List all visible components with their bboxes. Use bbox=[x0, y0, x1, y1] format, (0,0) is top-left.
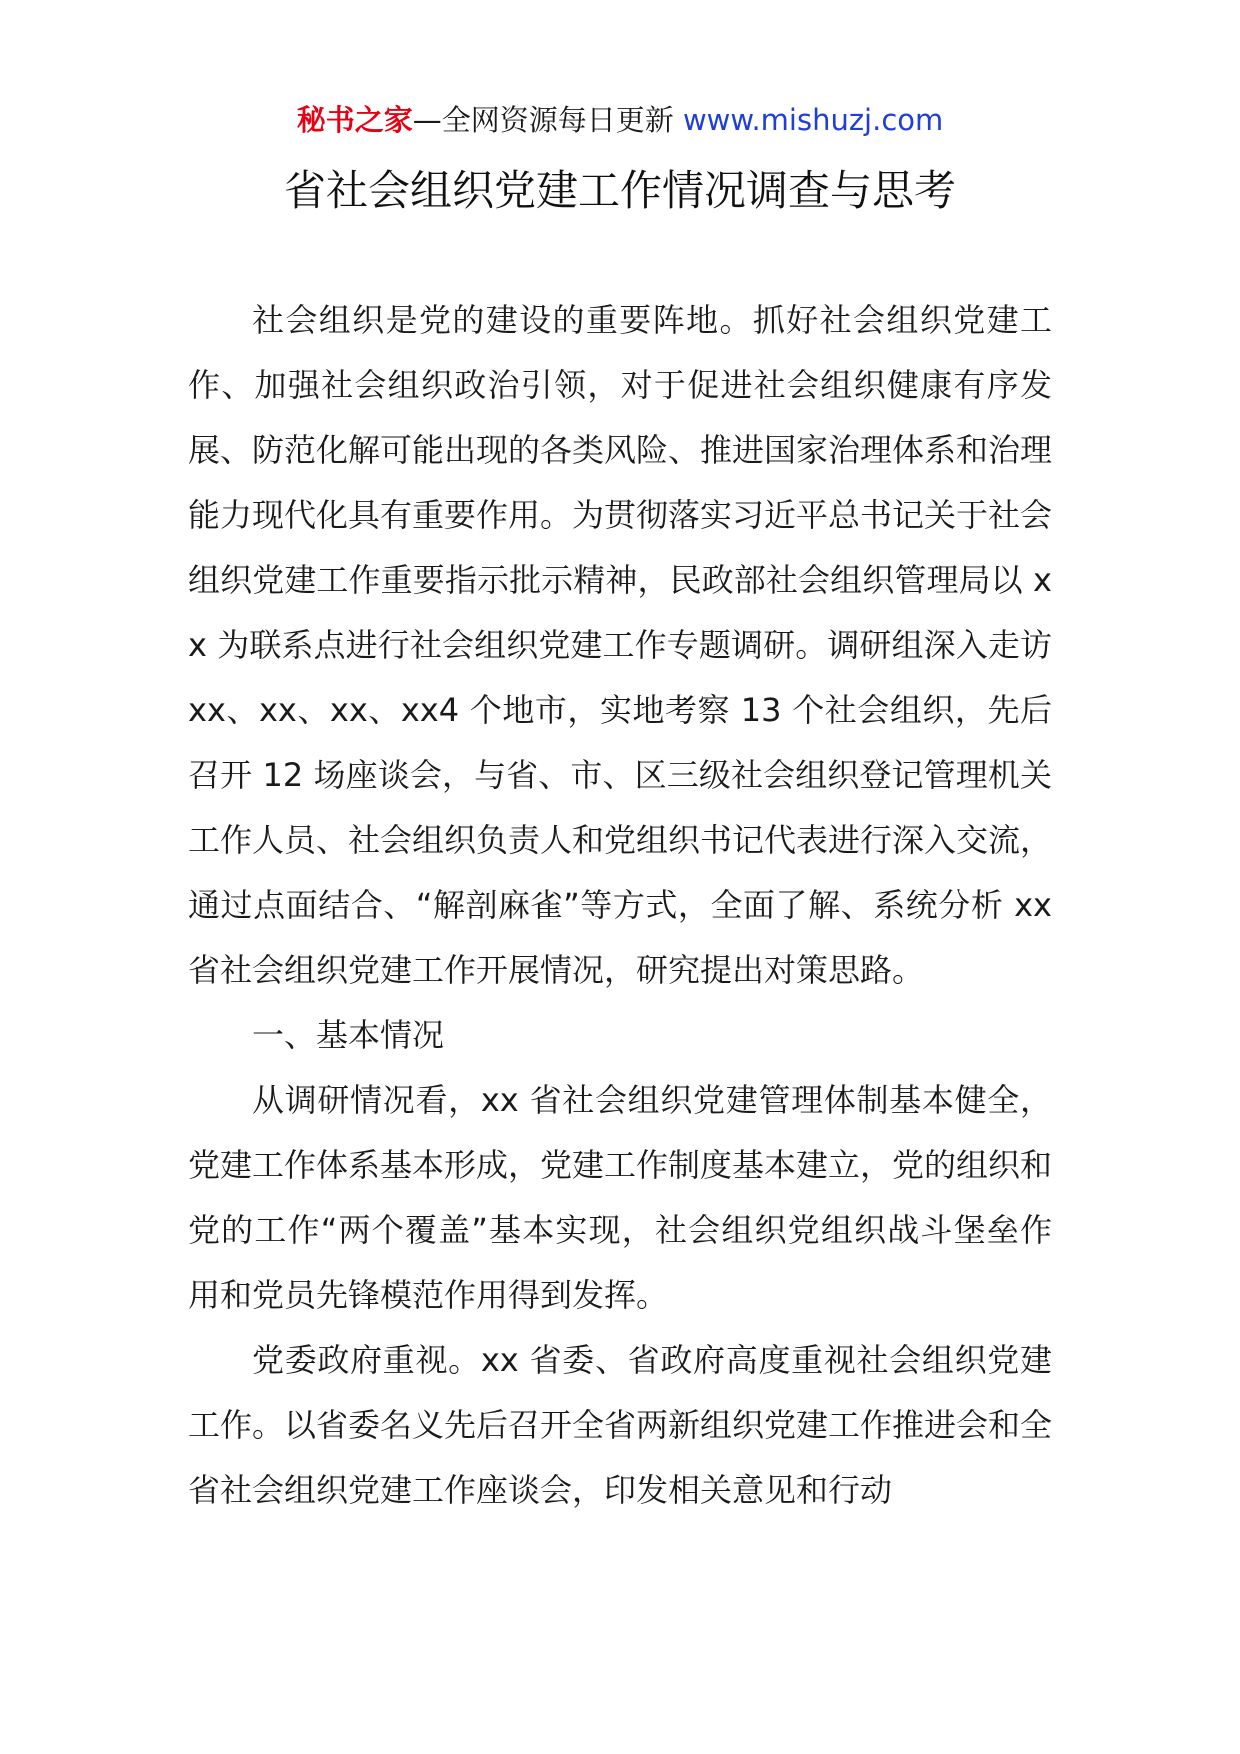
section-heading-basic-situation: 一、基本情况 bbox=[252, 1016, 445, 1054]
document-title: 省社会组织党建工作情况调查与思考 bbox=[283, 166, 956, 215]
document-body bbox=[188, 288, 1052, 1523]
paragraph-intro: 社会组织是党的建设的重要阵地。抓好社会组织党建工作、加强社会组织政治引领，对于促进社会组织健康有序发展、防范化解可能出现的各类风险、推进国家治理体系和治理能力现代化具有重要作用。为贯彻落实习近平总书记关于社会组织党建工作重要指示批示精神，民政部社会组织管理局以 xx 为联系点进行社会组织党建工作专题调研。调研组深入走访 xx、xx、xx、xx4 个地市，实地考察 13 个社会组织，先后召开 12 场座谈会，与省、市、区三级社会组织登记管理机关工作人员、社会组织负责人和党组织书记代表进行深入交流，通过点面结合、“解剖麻雀”等方式，全面了解、系统分析 xx 省社会组织党建工作开展情况，研究提出对策思路。 bbox=[188, 301, 1053, 989]
header-tagline: —全网资源每日更新 bbox=[412, 103, 683, 137]
paragraph-overview: 从调研情况看，xx 省社会组织党建管理体制基本健全，党建工作体系基本形成，党建工作制度基本建立，党的组织和党的工作“两个覆盖”基本实现，社会组织党组织战斗堡垒作用和党员先锋模范作用得到发挥。 bbox=[188, 1081, 1053, 1314]
brand-name: 秘书之家 bbox=[296, 103, 413, 137]
site-header bbox=[0, 100, 1240, 140]
paragraph-party-government: 党委政府重视。xx 省委、省政府高度重视社会组织党建工作。以省委名义先后召开全省两新组织党建工作推进会和全省社会组织党建工作座谈会，印发相关意见和行动 bbox=[188, 1341, 1053, 1509]
website-link[interactable]: www.mishuzj.com bbox=[682, 103, 944, 137]
